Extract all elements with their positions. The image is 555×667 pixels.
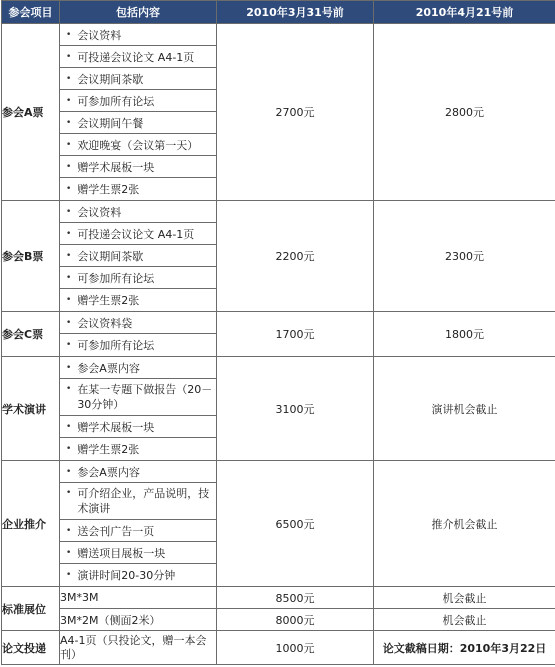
bullet-icon: • (66, 161, 72, 172)
list-item-text: 欢迎晚宴（会议第一天） (77, 138, 199, 152)
bullet-icon: • (66, 139, 72, 150)
price-early: 2200元 (217, 201, 374, 312)
bullet-icon: • (66, 228, 72, 239)
item-list (60, 461, 216, 586)
list-item-text: 赠学生票2张 (77, 294, 140, 307)
list-item-text: 会议期间午餐 (77, 116, 144, 130)
list-item (60, 90, 216, 112)
list-item (60, 134, 216, 156)
list-item (60, 438, 216, 460)
bullet-icon: • (66, 488, 72, 498)
list-item-text: 参会A票内容 (77, 361, 140, 375)
list-item (60, 542, 216, 564)
bullet-icon: • (66, 184, 72, 194)
bullet-icon: • (66, 29, 72, 40)
item-list (60, 357, 216, 460)
list-item (60, 312, 216, 334)
bullet-icon: • (66, 295, 72, 305)
price-early: 3100元 (217, 357, 374, 461)
list-item (60, 178, 216, 200)
list-item (60, 520, 216, 542)
row-name: 企业推介 (2, 461, 60, 587)
bullet-icon: • (66, 250, 72, 261)
list-item (60, 267, 216, 289)
pricing-table (1, 0, 555, 665)
list-item-text: 会议资料 (77, 205, 122, 219)
list-item (60, 156, 216, 178)
price-early: 8000元 (217, 609, 374, 631)
price-early: 8500元 (217, 587, 374, 609)
booth-content: 3M*2M（侧面2米） (60, 609, 217, 631)
list-item (60, 201, 216, 223)
list-item (60, 289, 216, 311)
list-item-text: 赠学生票2张 (77, 443, 140, 456)
header-content: 包括内容 (60, 1, 217, 24)
list-item-text: 赠送项目展板一块 (77, 546, 166, 560)
list-item (60, 334, 216, 356)
list-item-text: 参会A票内容 (77, 465, 140, 479)
list-item (60, 112, 216, 134)
bullet-icon: • (66, 95, 72, 106)
bullet-icon: • (66, 340, 72, 350)
row-ticket-b (2, 201, 555, 312)
list-item (60, 357, 216, 379)
header-price-early: 2010年3月31号前 (217, 1, 374, 24)
list-item (60, 24, 216, 46)
row-name: 参会A票 (2, 24, 60, 201)
list-item-text: 会议期间茶歇 (77, 72, 144, 86)
price-early: 2700元 (217, 24, 374, 201)
bullet-icon: • (66, 117, 72, 128)
price-late: 2800元 (374, 24, 555, 201)
list-item (60, 461, 216, 483)
list-item-text: 会议期间茶歇 (77, 249, 144, 263)
list-item-text: 可参加所有论坛 (77, 339, 155, 352)
list-item-text: 可介绍企业，产品说明，技术演讲 (77, 487, 210, 515)
row-name: 标准展位 (2, 587, 60, 631)
list-item (60, 483, 216, 520)
list-item (60, 416, 216, 438)
bullet-icon: • (66, 525, 72, 536)
list-item (60, 564, 216, 586)
header-price-late: 2010年4月21号前 (374, 1, 555, 24)
row-ticket-c (2, 312, 555, 357)
row-name: 论文投递 (2, 631, 60, 665)
list-item-text: 演讲时间20-30分钟 (77, 569, 176, 582)
list-item-text: 赠学术展板一块 (77, 420, 155, 434)
price-early: 6500元 (217, 461, 374, 587)
list-item (60, 245, 216, 267)
bullet-icon: • (66, 421, 72, 432)
row-standard-booth-side (2, 609, 555, 631)
row-name: 学术演讲 (2, 357, 60, 461)
price-early: 1700元 (217, 312, 374, 357)
item-list (60, 312, 216, 356)
row-academic-speech (2, 357, 555, 461)
price-late: 机会截止 (374, 609, 555, 631)
bullet-icon: • (66, 466, 72, 477)
list-item-text: 可参加所有论坛 (77, 94, 155, 108)
header-item: 参会项目 (2, 1, 60, 24)
list-item-text: 可参加所有论坛 (77, 271, 155, 285)
list-item (60, 223, 216, 245)
booth-content: 3M*3M (60, 587, 217, 609)
list-item (60, 46, 216, 68)
price-late: 演讲机会截止 (374, 357, 555, 461)
bullet-icon: • (66, 272, 72, 283)
list-item-text: 赠学生票2张 (77, 183, 140, 196)
item-list (60, 201, 216, 311)
price-late: 论文截稿日期：2010年3月22日 (374, 631, 555, 665)
row-enterprise-promotion (2, 461, 555, 587)
bullet-icon: • (66, 547, 72, 558)
list-item-text: 赠学术展板一块 (77, 160, 155, 174)
list-item (60, 68, 216, 90)
price-late: 1800元 (374, 312, 555, 357)
row-ticket-a (2, 24, 555, 201)
list-item-text: 在某一专题下做报告（20－30分钟） (77, 383, 213, 411)
list-item-text: 可投递会议论文 A4-1页 (77, 227, 195, 241)
paper-content: A4-1页（只投论文，赠一本会刊） (60, 631, 217, 665)
bullet-icon: • (66, 444, 72, 454)
price-early: 1000元 (217, 631, 374, 665)
bullet-icon: • (66, 570, 72, 580)
row-name: 参会B票 (2, 201, 60, 312)
bullet-icon: • (66, 317, 72, 328)
list-item-text: 可投递会议论文 A4-1页 (77, 50, 195, 64)
price-late: 机会截止 (374, 587, 555, 609)
item-list (60, 24, 216, 200)
list-item-text: 会议资料 (77, 28, 122, 42)
bullet-icon: • (66, 73, 72, 84)
list-item (60, 379, 216, 416)
price-late: 推介机会截止 (374, 461, 555, 587)
list-item-text: 会议资料袋 (77, 316, 133, 330)
row-paper-submission (2, 631, 555, 665)
bullet-icon: • (66, 51, 72, 62)
header-row (2, 1, 555, 24)
row-standard-booth (2, 587, 555, 609)
row-name: 参会C票 (2, 312, 60, 357)
price-late: 2300元 (374, 201, 555, 312)
bullet-icon: • (66, 362, 72, 373)
list-item-text: 送会刊广告一页 (77, 524, 155, 538)
bullet-icon: • (66, 384, 72, 394)
bullet-icon: • (66, 206, 72, 217)
